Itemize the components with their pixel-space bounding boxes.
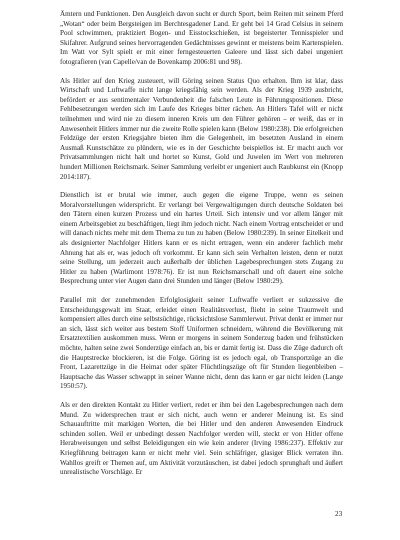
page-number: 23 [335,510,343,518]
paragraph-1: Ämtern und Funktionen. Den Ausgleich davon sucht er durch Sport, beim Reiten mit seinem Pferd „Wotan“ oder beim Bergsteigen im Berchtesgadener Land. Er geht bei 14 Grad Celsius in seinem Pool schwimmen, praktiziert Bogen- und Eisstockschießen, ist begeisterter Tennisspieler und Skifahrer. Aufgrund seines hervorragenden Gedächtnisses gewinnt er meistens beim Kartenspielen. Im Watt vor Sylt spielt er mit einer ferngesteuerten Galeere und lässt sich dabei ungeniert fotografieren (van Capelle/van de Bovenkamp 2006:81 und 98). [60,10,343,66]
paragraph-3: Dienstlich ist er brutal wie immer, auch gegen die eigene Truppe, wenn es seinen Moralvorstellungen widerspricht. Er verlangt bei Vergewaltigungen durch deutsche Soldaten bei den Tätern einen kurzen Prozess und ein hartes Urteil. Sich intensiv und vor allem länger mit einem Arbeitsgebiet zu beschäftigen, liegt ihm jedoch nicht. Nach einem Vortrag entscheidet er und will danach nichts mehr mit dem Thema zu tun zu haben (Below 1980:239). In seiner Eitelkeit und als designierter Nachfolger Hitlers kann er es nicht ertragen, wenn ein anderer fachlich mehr Ahnung hat als er, was jedoch oft vorkommt. Er kann sich sein Verhalten leisten, denn er nutzt seine Stellung, um jederzeit auch außerhalb der üblichen Lagebesprechungen stets Zugang zu Hitler zu haben (Warlimont 1978:76). Er ist nun Reichsmarschall und oft dauert eine solche Besprechung unter vier Augen dann drei Stunden und länger (Below 1980:29). [60,191,343,286]
paragraph-5: Als er den direkten Kontakt zu Hitler verliert, redet er ihm bei den Lagebesprechungen nach dem Mund. Zu widersprechen traut er sich nicht, auch wenn er anderer Meinung ist. Es sind Schauauftritte mit markigen Worten, die bei Hitler und den anderen Anwesenden Eindruck schinden sollen. Weil er unbedingt dessen Nachfolger werden will, steckt er von Hitler offene Herabweisungen und selbst Beleidigungen ein wie kein anderer (Irving 1986:237). Effektiv zur Kriegführung beitragen kann er nicht mehr viel. Sein schläfriger, glasiger Blick verraten ihn. Wahllos greift er Themen auf, um Aktivität vorzutäuschen, ist dabei jedoch sprunghaft und äußert unrealistische Vorschläge. Er [60,400,343,477]
body-text [60,10,343,487]
paragraph-2: Als Hitler auf den Krieg zusteuert, will Göring seinen Status Quo erhalten. Ihm ist klar, dass Wirtschaft und Luftwaffe nicht lange kriegsfähig sein werden. Als der Krieg 1939 ausbricht, befördert er aus sentimentaler Verbundenheit die falschen Leute in Führungspositionen. Diese Fehlbesetzungen werden sich im Laufe des Krieges bitter rächen. An Hitlers Tafel will er nicht teilnehmen und wird nie zu diesem inneren Kreis um den Führer gehören – er weiß, das er in Anwesenheit Hitlers immer nur die zweite Rolle spielen kann (Below 1980:238). Die erfolgreichen Feldzüge der ersten Kriegsjahre bieten ihm die Gelegenheit, im besetzten Ausland in einem Ausmaß Kunstschätze zu plündern, wie es in der Geschichte beispiellos ist. Er macht auch vor Privatsammlungen nicht halt und hortet so Kunst, Gold und Juwelen im Wert von mehreren hundert Millionen Reichsmark. Seiner Sammlung verleibt er ungeniert auch Raubkunst ein (Knopp 2014:187). [60,76,343,181]
paragraph-4: Parallel mit der zunehmenden Erfolglosigkeit seiner Luftwaffe verliert er sukzessive die Entscheidungsgewalt im Staat, erleidet einen Realitätsverlust, flieht in seine Traumwelt und kompensiert alles durch eine selbstsüchtige, rücksichtslose Sammlerwut. Privat denkt er immer nur an sich, lässt sich weiter aus bestem Stoff Uniformen schneidern, während die Bevölkerung mit Ersatztextilien auskommen muss. Wenn er morgens in seinem Sonderzug baden und frühstücken möchte, halten seine zwei Sonderzüge einfach an, bis er damit fertig ist. Dass die Züge dadurch oft die Hauptstrecke blockieren, ist die Folge. Göring ist es jedoch egal, ob Transportzüge an die Front, Lazarettzüge in die Heimat oder später Flüchtlingszüge oft für Stunden liegenbleiben – Hauptsache das Wasser schwappt in seiner Wanne nicht, denn das kann er gar nicht leiden (Lange 1950:57). [60,296,343,391]
